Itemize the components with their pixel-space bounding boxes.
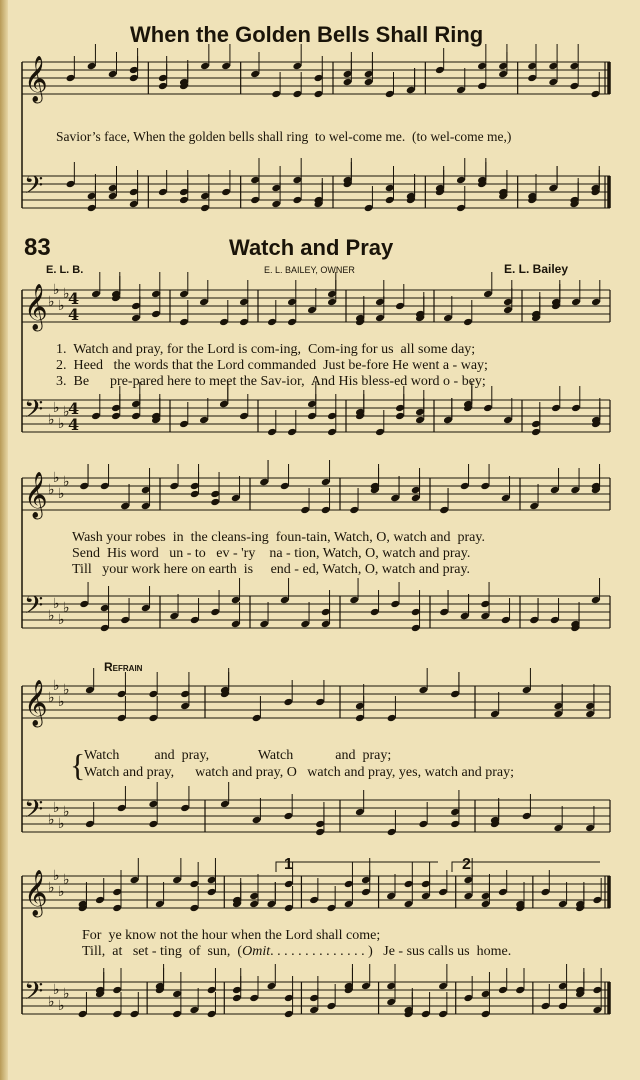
flat-sign: ♭ [48,812,55,828]
flat-sign: ♭ [63,986,70,1002]
time-signature: 4 [68,415,80,434]
flat-sign: ♭ [63,600,70,616]
top-hymn-title: When the Golden Bells Shall Ring [130,22,484,47]
bass-clef: 𝄢 [24,591,44,626]
bass-clef: 𝄢 [24,395,44,430]
flat-sign: ♭ [63,682,70,698]
flat-sign: ♭ [53,678,60,694]
omit-marking: Omit [242,944,271,959]
flat-sign: ♭ [48,608,55,624]
verse-2-line-1: 2. Heed the words that the Lord commanded Just be-fore He went a - way; [56,358,488,373]
flat-sign: ♭ [53,282,60,298]
verse-1-line-2: Wash your robes in the cleans-ing foun-tain, Watch, O, watch and pray. [72,530,485,545]
flat-sign: ♭ [63,804,70,820]
flat-sign: ♭ [58,298,65,314]
final-line-2 [82,944,511,960]
verse-3-line-2: Till your work here on earth is end - ed, Watch, O, watch and pray. [72,562,471,577]
flat-sign: ♭ [58,486,65,502]
flat-sign: ♭ [58,884,65,900]
flat-sign: ♭ [63,286,70,302]
flat-sign: ♭ [53,868,60,884]
flat-sign: ♭ [58,816,65,832]
bass-clef: 𝄢 [24,795,44,830]
flat-sign: ♭ [48,412,55,428]
treble-clef: 𝄞 [24,870,48,916]
hymn-number: 83 [24,234,51,261]
treble-clef: 𝄞 [24,284,48,330]
flat-sign: ♭ [58,694,65,710]
owner-credit: E. L. BAILEY, OWNER [264,265,355,275]
refrain-label: Refrain [104,660,143,674]
treble-clef: 𝄞 [24,472,48,518]
time-signature: 4 [68,289,80,308]
second-ending-bracket [452,862,600,872]
treble-clef: 𝄞 [24,680,48,726]
time-signature: 4 [68,305,80,324]
final-line-1: For ye know not the hour when the Lord shall come; [82,928,381,943]
refrain-line-2: Watch and pray, watch and pray, O watch and pray, yes, watch and pray; [84,765,514,780]
flat-sign: ♭ [48,294,55,310]
words-credit: E. L. B. [46,264,84,276]
refrain-line-1: Watch and pray, Watch and pray; [84,748,392,763]
bass-clef: 𝄢 [24,171,44,206]
verse-1-line-1: 1. Watch and pray, for the Lord is com-ing, Com-ing for us all some day; [56,342,476,357]
flat-sign: ♭ [53,982,60,998]
flat-sign: ♭ [48,482,55,498]
flat-sign: ♭ [58,612,65,628]
verse-3-line-1: 3. Be pre-pared here to meet the Sav-ior, And His bless-ed word o - bey; [56,374,486,389]
flat-sign: ♭ [53,470,60,486]
flat-sign: ♭ [53,400,60,416]
final-line-2-start: Till, at set - ting of sun, ( [82,944,243,959]
time-signature: 4 [68,399,80,418]
flat-sign: ♭ [48,994,55,1010]
verse-2-line-2: Send His word un - to ev - 'ry na - tion, Watch, O, watch and pray. [72,546,471,561]
bass-clef: 𝄢 [24,977,44,1012]
final-line-2-end: . . . . . . . . . . . . . . ) Je - sus calls us home. [270,944,512,959]
flat-sign: ♭ [48,690,55,706]
treble-clef: 𝄞 [24,56,48,102]
first-ending-bracket [276,862,438,872]
flat-sign: ♭ [63,474,70,490]
flat-sign: ♭ [58,416,65,432]
flat-sign: ♭ [58,998,65,1014]
hymn-title: Watch and Pray [229,235,394,260]
refrain-brace: { [70,747,86,783]
music-credit: E. L. Bailey [504,262,569,276]
flat-sign: ♭ [63,404,70,420]
flat-sign: ♭ [53,800,60,816]
flat-sign: ♭ [53,596,60,612]
second-ending-number: 2 [462,856,471,873]
flat-sign: ♭ [48,880,55,896]
top-hymn-lyric: Savior’s face, When the golden bells shall ring to wel-come me. (to wel-come me,) [56,129,512,144]
first-ending-number: 1 [284,856,293,873]
flat-sign: ♭ [63,872,70,888]
